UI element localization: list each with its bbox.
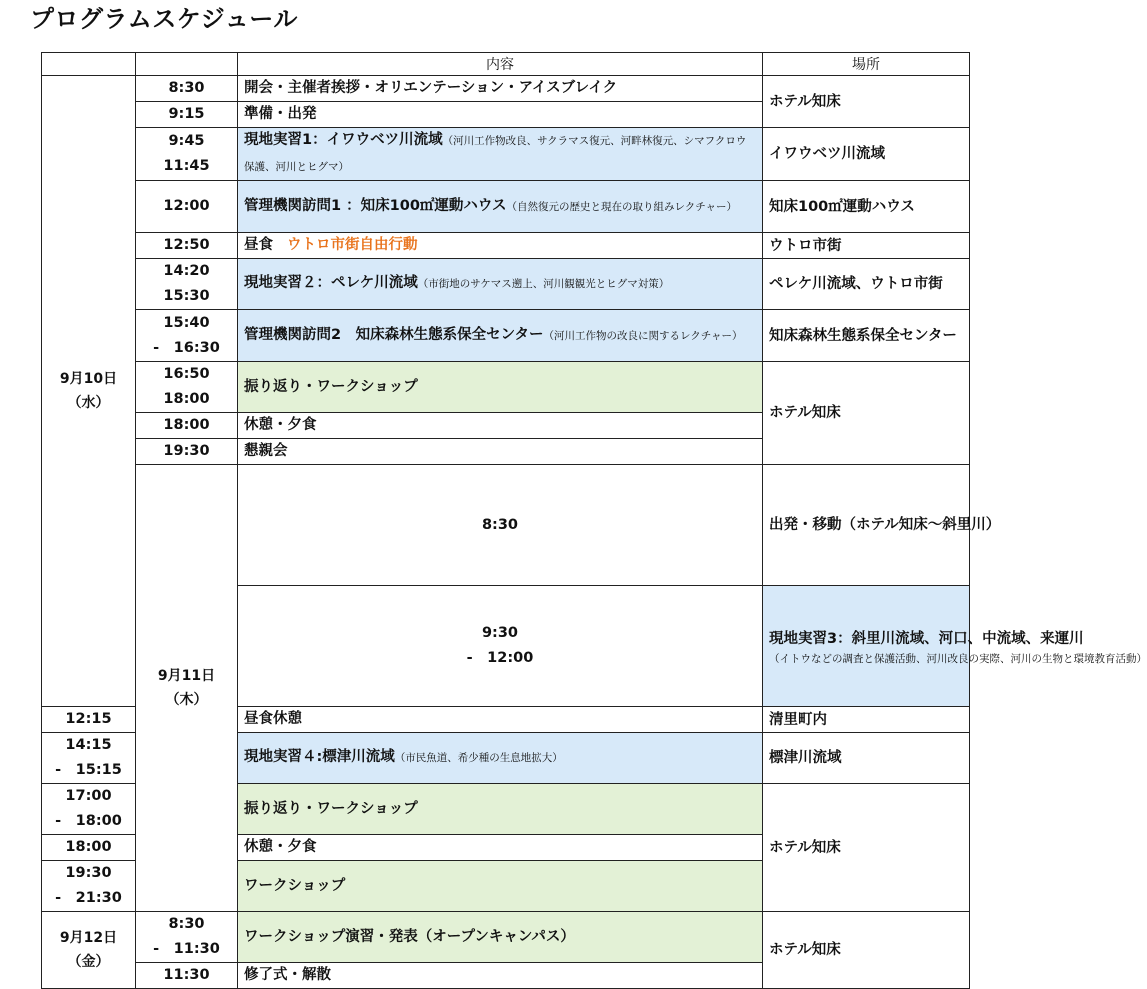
content-cell: 振り返り・ワークショップ: [238, 362, 763, 413]
time-cell: 14:20 15:30: [136, 259, 238, 310]
day-date: 9月12日: [59, 930, 118, 946]
time-cell: 17:00 - 18:00: [42, 784, 136, 835]
header-time: [136, 53, 238, 76]
content-cell: 現地実習3：斜里川流域、河口、中流域、来運川 （イトウなどの調査と保護活動、河川改良の実際、河川の生物と環境教育活動）: [763, 586, 970, 707]
content-cell: 休憩・夕食: [238, 835, 763, 861]
time-cell: 9:15: [136, 102, 238, 128]
day-weekday: （金）: [67, 954, 110, 970]
header-content: 内容: [238, 53, 763, 76]
time-cell: 12:15: [42, 707, 136, 733]
content-cell: 振り返り・ワークショップ: [238, 784, 763, 835]
place-cell: 清里町内: [763, 707, 970, 733]
time-cell: 12:50: [136, 233, 238, 259]
time-cell: 8:30: [136, 76, 238, 102]
content-cell: 昼食 ウトロ市街自由行動: [238, 233, 763, 259]
time-cell: 19:30: [136, 439, 238, 465]
day-weekday: （水）: [67, 395, 110, 411]
content-cell: 準備・出発: [238, 102, 763, 128]
content-cell: 現地実習1：イワウベツ川流域（河川工作物改良、サクラマス復元、河畔林復元、シマフクロウ保護、河川とヒグマ）: [238, 128, 763, 181]
place-cell: ホテル知床: [763, 76, 970, 128]
place-cell: ペレケ川流域、ウトロ市街: [763, 259, 970, 310]
place-cell: ウトロ市街: [763, 233, 970, 259]
content-cell: 懇親会: [238, 439, 763, 465]
table-row: [42, 259, 970, 310]
content-cell: 管理機関訪問2 知床森林生態系保全センター（河川工作物の改良に関するレクチャー）: [238, 310, 763, 362]
table-row: [42, 181, 970, 233]
content-cell: 管理機関訪問1 ：知床100㎡運動ハウス（自然復元の歴史と現在の取り組みレクチャー）: [238, 181, 763, 233]
day-weekday: （木）: [165, 692, 208, 708]
table-row: [42, 362, 970, 413]
day-cell-sep11: [136, 465, 238, 912]
content-cell: 開会・主催者挨拶・オリエンテーション・アイスブレイク: [238, 76, 763, 102]
content-cell: 現地実習４:標津川流域（市民魚道、希少種の生息地拡大）: [238, 733, 763, 784]
header-day: [42, 53, 136, 76]
time-cell: 15:40 - 16:30: [136, 310, 238, 362]
place-cell: 標津川流域: [763, 733, 970, 784]
place-cell: イワウベツ川流域: [763, 128, 970, 181]
content-cell: 出発・移動（ホテル知床〜斜里川）: [763, 465, 970, 586]
place-cell: 知床100㎡運動ハウス: [763, 181, 970, 233]
time-cell: 18:00: [136, 413, 238, 439]
time-cell: 14:15 - 15:15: [42, 733, 136, 784]
schedule-table: [41, 52, 1147, 989]
table-row: [42, 233, 970, 259]
table-row: [42, 128, 970, 181]
table-row: [42, 310, 970, 362]
time-cell: 9:45 11:45: [136, 128, 238, 181]
day-date: 9月11日: [157, 668, 216, 684]
time-cell: 16:50 18:00: [136, 362, 238, 413]
place-cell: 知床森林生態系保全センター: [763, 310, 970, 362]
content-cell: ワークショップ演習・発表（オープンキャンパス）: [238, 912, 763, 963]
time-cell: 12:00: [136, 181, 238, 233]
time-cell: 18:00: [42, 835, 136, 861]
time-cell: 9:30 - 12:00: [238, 586, 763, 707]
content-cell: 昼食休憩: [238, 707, 763, 733]
day-cell-sep12: [42, 912, 136, 989]
content-cell: 休憩・夕食: [238, 413, 763, 439]
content-cell: 現地実習２：ペレケ川流域（市街地のサケマス遡上、河川観観光とヒグマ対策）: [238, 259, 763, 310]
table-row: [42, 465, 970, 586]
time-cell: 8:30 - 11:30: [136, 912, 238, 963]
time-cell: 19:30 - 21:30: [42, 861, 136, 912]
page-title: プログラムスケジュール: [30, 5, 298, 33]
header-row: [42, 53, 970, 76]
place-cell: ホテル知床: [763, 912, 970, 989]
time-cell: 11:30: [136, 963, 238, 989]
content-cell: ワークショップ: [238, 861, 763, 912]
highlight-text: ウトロ市街自由行動: [287, 237, 418, 253]
table-row: [42, 76, 970, 102]
content-cell: 修了式・解散: [238, 963, 763, 989]
table-row: [42, 912, 970, 963]
time-cell: 8:30: [238, 465, 763, 586]
day-cell-sep10: [42, 76, 136, 707]
day-date: 9月10日: [59, 371, 118, 387]
place-cell: ホテル知床: [763, 362, 970, 465]
place-cell: ホテル知床: [763, 784, 970, 912]
header-place: 場所: [763, 53, 970, 76]
